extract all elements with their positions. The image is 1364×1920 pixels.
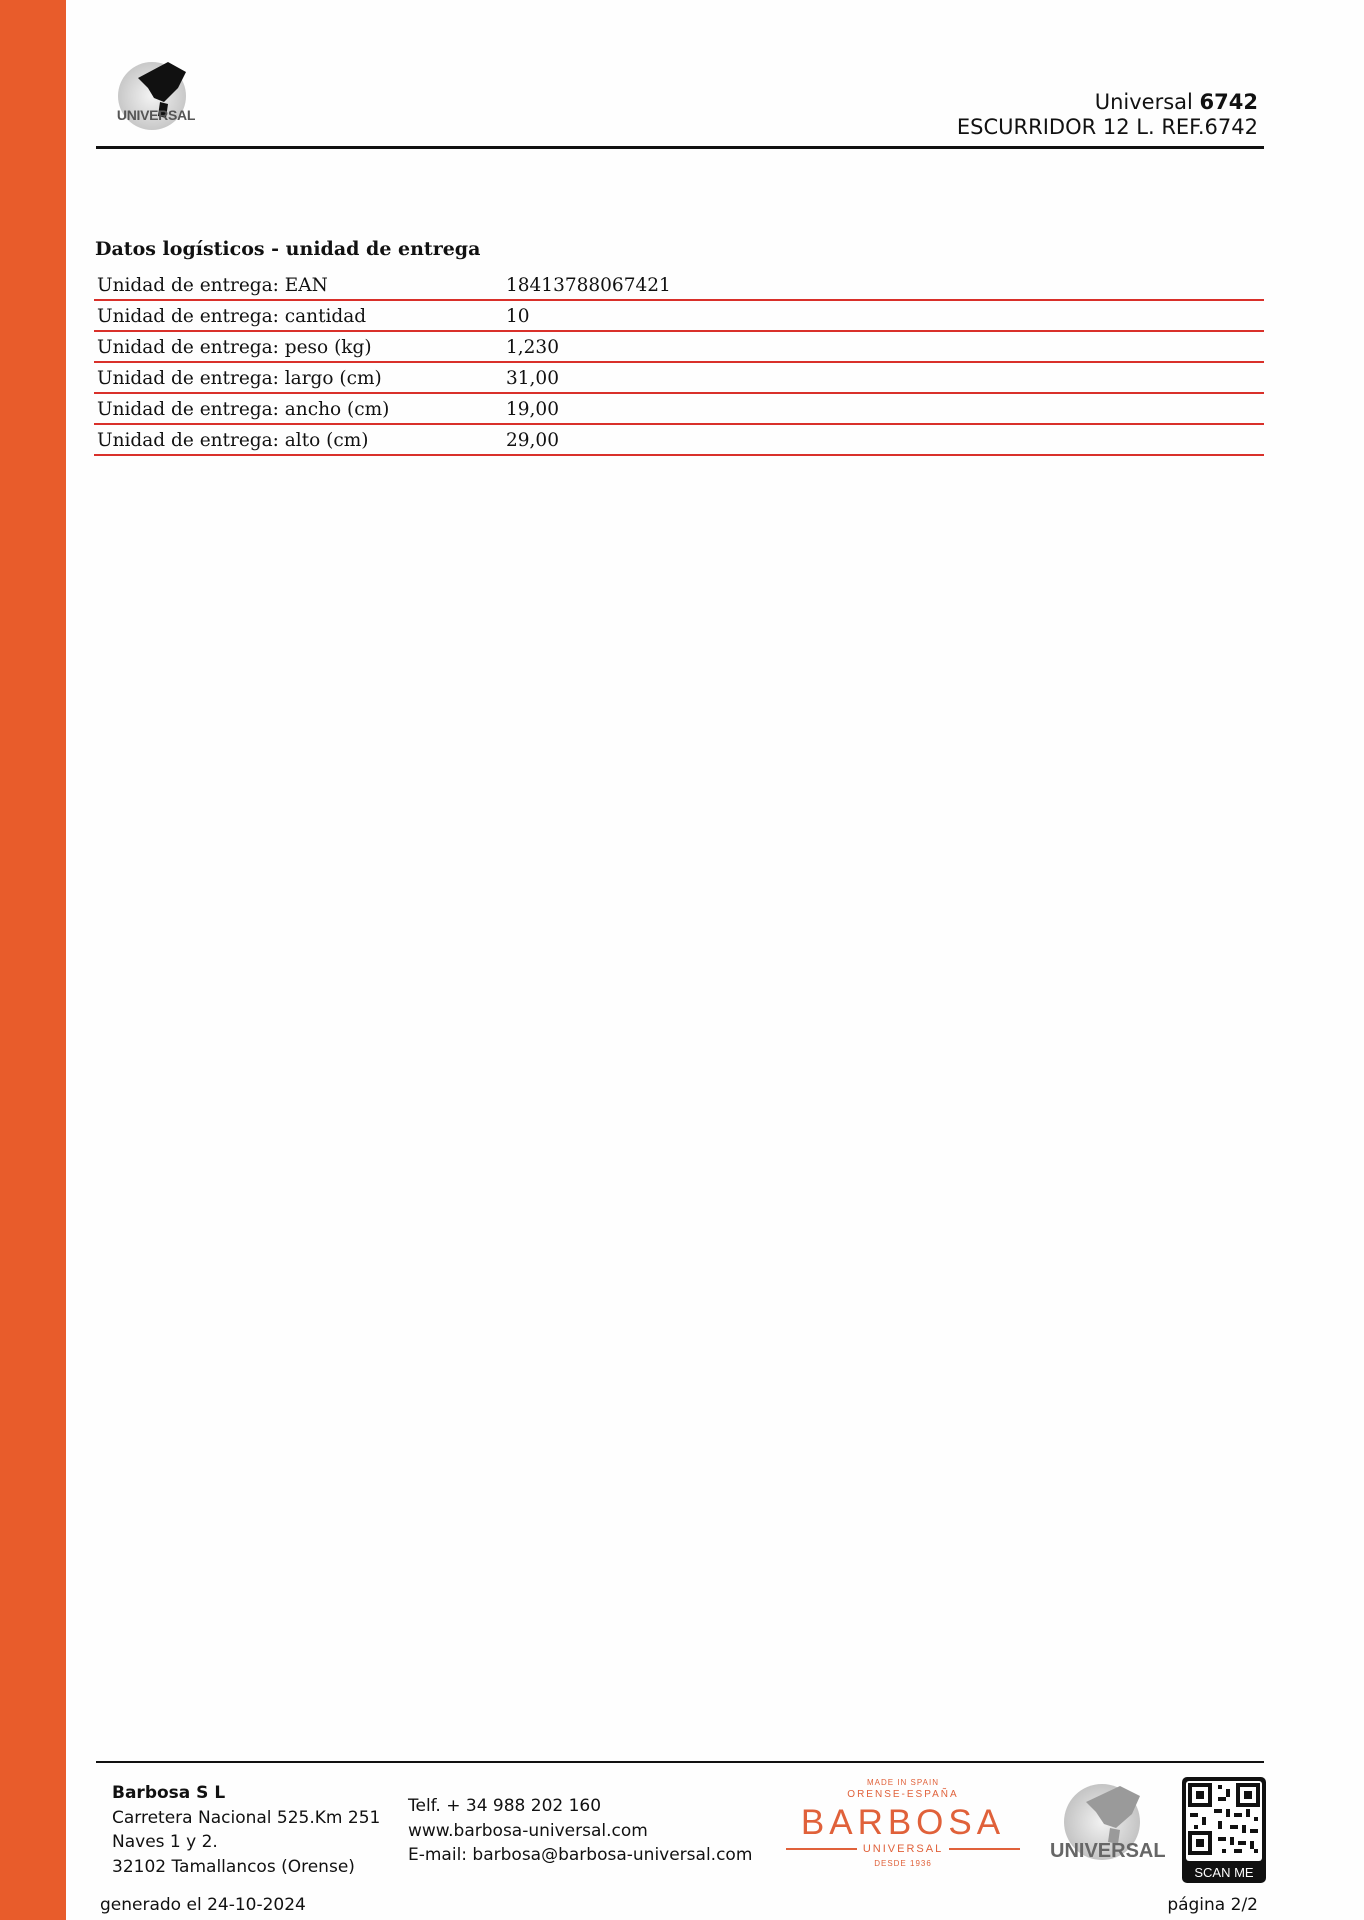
- row-value: 31,00: [503, 362, 1264, 393]
- company-address: [112, 1781, 380, 1879]
- generated-date: generado el 24-10-2024: [100, 1895, 306, 1915]
- website-link[interactable]: www.barbosa-universal.com: [408, 1820, 648, 1841]
- phone-number: Telf. + 34 988 202 160: [408, 1796, 602, 1816]
- row-label: Unidad de entrega: ancho (cm): [94, 393, 503, 424]
- row-label: Unidad de entrega: largo (cm): [94, 362, 503, 393]
- qr-code-icon: [1186, 1781, 1262, 1861]
- table-row: [94, 270, 1264, 300]
- side-accent-bar: [0, 0, 66, 1920]
- row-label: Unidad de entrega: cantidad: [94, 300, 503, 331]
- document-header: [957, 90, 1258, 140]
- page-number: página 2/2: [1167, 1895, 1258, 1915]
- product-code-line: [957, 90, 1258, 115]
- table-row: [94, 300, 1264, 331]
- table-row: [94, 393, 1264, 424]
- barbosa-sub: UNIVERSAL: [862, 1843, 944, 1855]
- row-label: Unidad de entrega: EAN: [94, 270, 503, 300]
- logistics-table: [94, 270, 1264, 456]
- since-text: DESDE 1936: [874, 1859, 932, 1868]
- qr-code[interactable]: [1182, 1777, 1266, 1883]
- row-value: 18413788067421: [503, 270, 1264, 300]
- made-in-text: MADE IN SPAIN: [867, 1778, 939, 1787]
- brand-name: Universal: [1094, 90, 1193, 114]
- company-name: Barbosa S L: [112, 1783, 226, 1803]
- company-contact: [408, 1794, 752, 1868]
- origin-text: ORENSE-ESPAÑA: [847, 1789, 959, 1800]
- universal-logo-text: UNIVERSAL: [116, 107, 196, 123]
- header-divider: [96, 146, 1264, 149]
- footer-divider: [96, 1761, 1264, 1763]
- barbosa-logo: [786, 1776, 1020, 1886]
- product-code: 6742: [1199, 90, 1258, 114]
- row-label: Unidad de entrega: alto (cm): [94, 424, 503, 455]
- row-value: 10: [503, 300, 1264, 331]
- table-row: [94, 424, 1264, 455]
- address-line: Carretera Nacional 525.Km 251: [112, 1807, 381, 1828]
- universal-logo-text: UNIVERSAL: [1050, 1840, 1166, 1862]
- table-row: [94, 331, 1264, 362]
- row-value: 1,230: [503, 331, 1264, 362]
- barbosa-sub-line: [786, 1843, 1020, 1855]
- barbosa-brand: BARBOSA: [800, 1803, 1006, 1842]
- table-row: [94, 362, 1264, 393]
- product-name: ESCURRIDOR 12 L. REF.6742: [956, 115, 1258, 139]
- row-label: Unidad de entrega: peso (kg): [94, 331, 503, 362]
- section-title: Datos logísticos - unidad de entrega: [95, 238, 481, 260]
- universal-logo: [108, 58, 204, 140]
- email-link[interactable]: E-mail: barbosa@barbosa-universal.com: [408, 1845, 753, 1865]
- address-line: Naves 1 y 2.: [112, 1832, 218, 1852]
- row-value: 29,00: [503, 424, 1264, 455]
- address-line: 32102 Tamallancos (Orense): [112, 1856, 355, 1877]
- universal-logo-icon: [108, 58, 204, 140]
- universal-logo-footer: [1050, 1780, 1166, 1876]
- row-value: 19,00: [503, 393, 1264, 424]
- qr-scan-label: SCAN ME: [1194, 1865, 1254, 1880]
